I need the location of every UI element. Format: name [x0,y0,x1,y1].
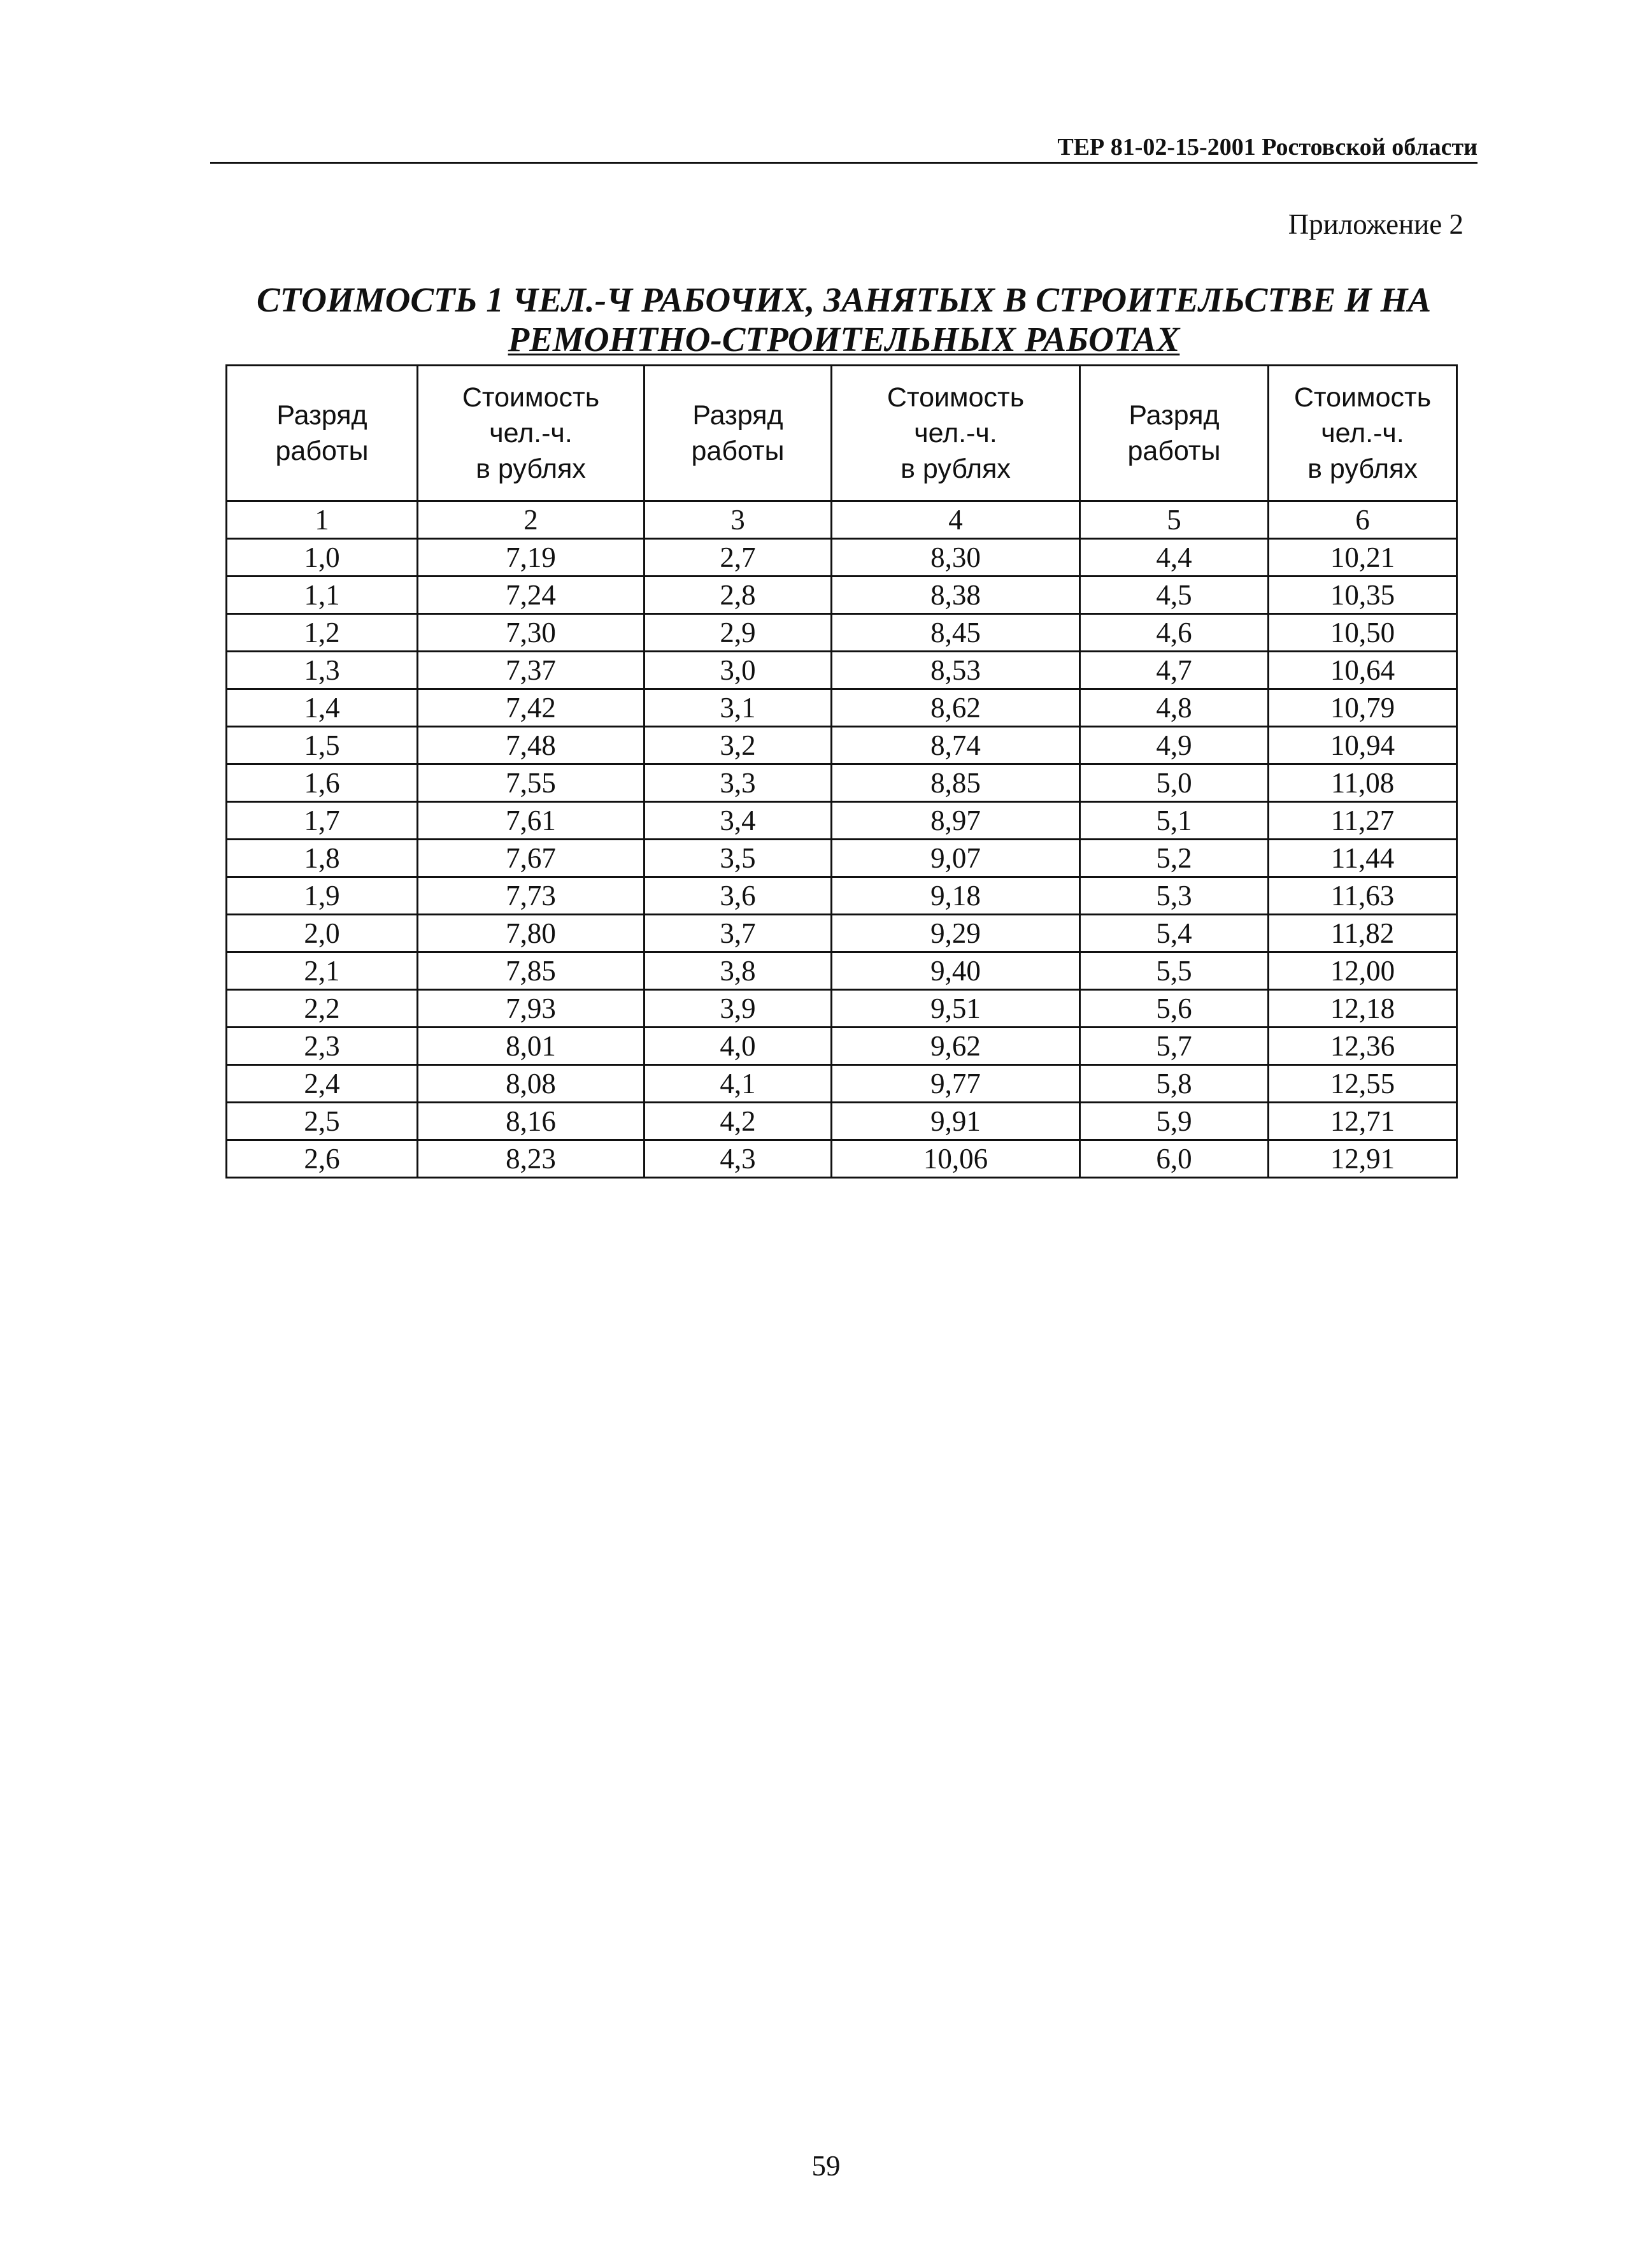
cost-cell: 8,16 [418,1103,644,1140]
grade-cell: 1,7 [227,802,418,840]
table-row [227,539,1457,577]
cost-cell: 8,01 [418,1028,644,1065]
cost-cell: 7,37 [418,652,644,689]
cost-cell: 7,93 [418,990,644,1028]
grade-cell: 5,3 [1080,877,1269,915]
grade-cell: 1,0 [227,539,418,577]
cost-cell: 11,63 [1269,877,1457,915]
cost-cell: 7,30 [418,614,644,652]
header-grade [644,366,832,501]
grade-cell: 4,4 [1080,539,1269,577]
grade-cell: 5,6 [1080,990,1269,1028]
grade-cell: 1,6 [227,764,418,802]
cost-cell: 8,62 [832,689,1080,727]
cost-cell: 8,38 [832,577,1080,614]
cost-cell: 8,45 [832,614,1080,652]
table-row [227,614,1457,652]
header-grade [1080,366,1269,501]
grade-cell: 3,3 [644,764,832,802]
header-cost [418,366,644,501]
grade-cell: 3,4 [644,802,832,840]
cost-cell: 9,51 [832,990,1080,1028]
cost-cell: 11,44 [1269,840,1457,877]
cost-cell: 9,40 [832,952,1080,990]
cost-cell: 11,08 [1269,764,1457,802]
page-number: 59 [811,2150,841,2182]
cost-cell: 9,77 [832,1065,1080,1103]
document-title [210,280,1478,359]
grade-cell: 5,4 [1080,915,1269,952]
table-row [227,577,1457,614]
cost-cell: 10,35 [1269,577,1457,614]
cost-cell: 9,62 [832,1028,1080,1065]
cost-cell: 10,21 [1269,539,1457,577]
grade-cell: 1,9 [227,877,418,915]
grade-cell: 1,3 [227,652,418,689]
cost-cell: 10,94 [1269,727,1457,764]
grade-cell: 3,8 [644,952,832,990]
grade-cell: 3,7 [644,915,832,952]
header-text: ТЕР 81-02-15-2001 Ростовской области [1057,134,1478,161]
grade-cell: 5,0 [1080,764,1269,802]
column-number: 3 [644,501,832,539]
header-line: Стоимость [462,382,600,413]
title-line-2: РЕМОНТНО-СТРОИТЕЛЬНЫХ РАБОТАХ [508,320,1180,359]
header-line: в рублях [1307,454,1418,484]
grade-cell: 2,1 [227,952,418,990]
grade-cell: 2,5 [227,1103,418,1140]
grade-cell: 2,2 [227,990,418,1028]
table-row [227,727,1457,764]
grade-cell: 4,0 [644,1028,832,1065]
table-body [227,501,1457,1178]
table-row [227,1028,1457,1065]
column-numbers-row [227,501,1457,539]
table-row [227,652,1457,689]
header-cost [832,366,1080,501]
cost-cell: 11,82 [1269,915,1457,952]
cost-cell: 9,07 [832,840,1080,877]
cost-cell: 7,48 [418,727,644,764]
grade-cell: 2,9 [644,614,832,652]
grade-cell: 1,2 [227,614,418,652]
cost-cell: 12,00 [1269,952,1457,990]
cost-cell: 7,73 [418,877,644,915]
cost-cell: 9,29 [832,915,1080,952]
grade-cell: 5,9 [1080,1103,1269,1140]
grade-cell: 4,2 [644,1103,832,1140]
appendix-label: Приложение 2 [1288,208,1463,240]
table-row [227,840,1457,877]
cost-cell: 12,71 [1269,1103,1457,1140]
header-line: Разряд [1129,400,1220,431]
header-line: чел.-ч. [914,418,997,448]
table-row [227,802,1457,840]
grade-cell: 1,4 [227,689,418,727]
cost-cell: 9,18 [832,877,1080,915]
column-number: 2 [418,501,644,539]
grade-cell: 6,0 [1080,1140,1269,1178]
header-line: чел.-ч. [1321,418,1404,448]
grade-cell: 2,4 [227,1065,418,1103]
page-header [210,131,1478,164]
header-line: работы [691,436,785,466]
table-row [227,764,1457,802]
cost-cell: 7,67 [418,840,644,877]
header-grade [227,366,418,501]
grade-cell: 2,6 [227,1140,418,1178]
grade-cell: 4,6 [1080,614,1269,652]
cost-cell: 7,42 [418,689,644,727]
grade-cell: 4,8 [1080,689,1269,727]
table-row [227,1065,1457,1103]
grade-cell: 4,1 [644,1065,832,1103]
cost-cell: 7,61 [418,802,644,840]
grade-cell: 3,6 [644,877,832,915]
cost-cell: 12,36 [1269,1028,1457,1065]
cost-cell: 7,85 [418,952,644,990]
header-line: в рублях [476,454,586,484]
grade-cell: 1,5 [227,727,418,764]
grade-cell: 5,2 [1080,840,1269,877]
cost-cell: 10,64 [1269,652,1457,689]
table-row [227,1103,1457,1140]
grade-cell: 4,9 [1080,727,1269,764]
grade-cell: 2,0 [227,915,418,952]
grade-cell: 3,0 [644,652,832,689]
cost-cell: 12,91 [1269,1140,1457,1178]
header-line: Стоимость [1293,382,1432,413]
grade-cell: 1,8 [227,840,418,877]
grade-cell: 4,5 [1080,577,1269,614]
grade-cell: 3,5 [644,840,832,877]
rates-table [225,364,1458,1179]
header-line: Разряд [692,400,783,431]
header-line: Стоимость [887,382,1025,413]
table-row [227,990,1457,1028]
column-number: 6 [1269,501,1457,539]
table-row [227,915,1457,952]
grade-cell: 3,2 [644,727,832,764]
grade-cell: 4,7 [1080,652,1269,689]
column-number: 5 [1080,501,1269,539]
cost-cell: 8,08 [418,1065,644,1103]
header-line: Разряд [276,400,367,431]
column-number: 1 [227,501,418,539]
title-line-1: СТОИМОСТЬ 1 ЧЕЛ.-Ч РАБОЧИХ, ЗАНЯТЫХ В СТРОИТЕЛЬСТВЕ И НА [256,280,1432,319]
grade-cell: 3,1 [644,689,832,727]
cost-cell: 12,18 [1269,990,1457,1028]
header-line: в рублях [901,454,1011,484]
column-number: 4 [832,501,1080,539]
grade-cell: 2,7 [644,539,832,577]
cost-cell: 7,24 [418,577,644,614]
header-cost [1269,366,1457,501]
cost-cell: 7,19 [418,539,644,577]
table-row [227,1140,1457,1178]
table-header-row [227,366,1457,501]
cost-cell: 11,27 [1269,802,1457,840]
grade-cell: 4,3 [644,1140,832,1178]
grade-cell: 2,8 [644,577,832,614]
header-line: работы [1127,436,1221,466]
table-row [227,689,1457,727]
grade-cell: 2,3 [227,1028,418,1065]
grade-cell: 5,7 [1080,1028,1269,1065]
cost-cell: 12,55 [1269,1065,1457,1103]
table-row [227,952,1457,990]
cost-cell: 10,79 [1269,689,1457,727]
header-line: работы [275,436,369,466]
cost-cell: 8,97 [832,802,1080,840]
cost-cell: 8,85 [832,764,1080,802]
grade-cell: 5,5 [1080,952,1269,990]
cost-cell: 9,91 [832,1103,1080,1140]
table-row [227,877,1457,915]
cost-cell: 8,23 [418,1140,644,1178]
grade-cell: 5,1 [1080,802,1269,840]
cost-cell: 8,53 [832,652,1080,689]
cost-cell: 7,55 [418,764,644,802]
cost-cell: 8,74 [832,727,1080,764]
cost-cell: 10,50 [1269,614,1457,652]
cost-cell: 7,80 [418,915,644,952]
header-line: чел.-ч. [489,418,573,448]
grade-cell: 3,9 [644,990,832,1028]
cost-cell: 8,30 [832,539,1080,577]
grade-cell: 5,8 [1080,1065,1269,1103]
grade-cell: 1,1 [227,577,418,614]
cost-cell: 10,06 [832,1140,1080,1178]
